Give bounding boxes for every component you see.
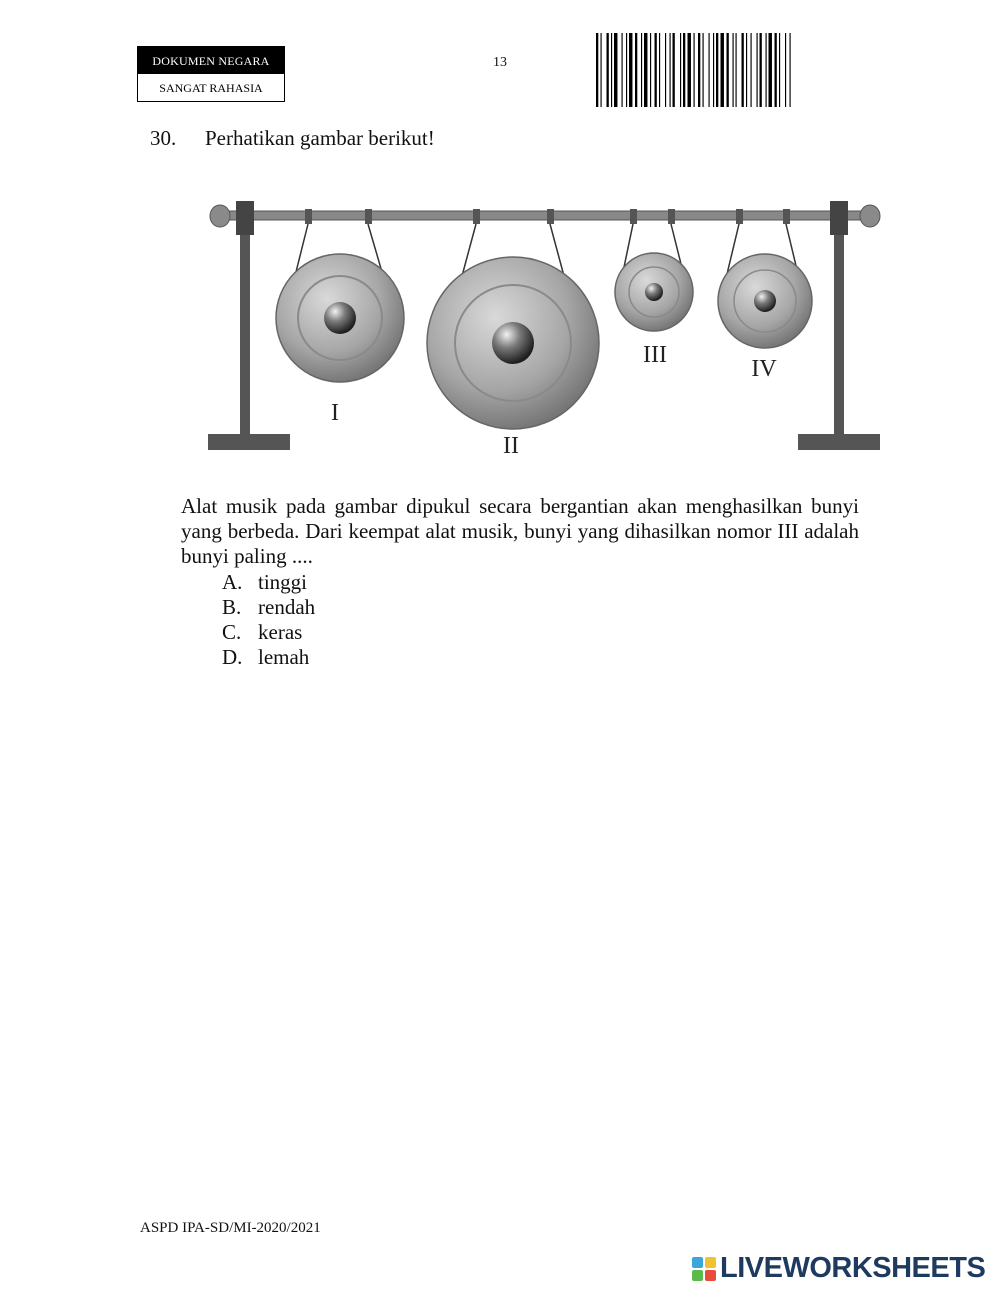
barcode-bar bbox=[629, 33, 632, 107]
classification-top: DOKUMEN NEGARA bbox=[138, 47, 284, 74]
option-b[interactable] bbox=[222, 595, 315, 620]
classification-stamp bbox=[137, 46, 285, 102]
barcode-bar bbox=[694, 33, 695, 107]
option-d[interactable] bbox=[222, 645, 315, 670]
barcode-bar bbox=[622, 33, 623, 107]
option-text: keras bbox=[258, 620, 303, 644]
barcode-bar bbox=[746, 33, 747, 107]
gong-1 bbox=[276, 254, 404, 382]
barcode bbox=[596, 33, 860, 107]
logo-tile bbox=[692, 1257, 703, 1268]
barcode-bar bbox=[757, 33, 758, 107]
logo-grid-icon bbox=[692, 1257, 716, 1281]
gong-4 bbox=[718, 254, 812, 348]
gong-label-4: IV bbox=[751, 356, 777, 382]
question-prompt: Perhatikan gambar berikut! bbox=[205, 126, 435, 150]
barcode-bar bbox=[611, 33, 612, 107]
document-code: ASPD IPA-SD/MI-2020/2021 bbox=[140, 1220, 321, 1236]
option-text: lemah bbox=[258, 645, 310, 669]
barcode-bar bbox=[790, 33, 791, 107]
barcode-bar bbox=[665, 33, 666, 107]
option-letter: C. bbox=[222, 620, 242, 644]
question-text: Alat musik pada gambar dipukul secara bergantian akan menghasilkan bunyi yang berbeda. Dari keempat alat musik, bunyi yang dihasilkan nomor III adalah bunyi paling .... bbox=[181, 494, 859, 568]
stand-left-post bbox=[240, 235, 250, 435]
barcode-bar bbox=[703, 33, 704, 107]
barcode-bar bbox=[760, 33, 762, 107]
barcode-bar bbox=[766, 33, 767, 107]
barcode-bar bbox=[683, 33, 685, 107]
barcode-bar bbox=[655, 33, 657, 107]
gong-3 bbox=[615, 253, 693, 331]
option-letter: B. bbox=[222, 595, 242, 619]
stand-right-post bbox=[834, 235, 844, 435]
option-letter: D. bbox=[222, 645, 243, 669]
barcode-bar bbox=[680, 33, 681, 107]
gong-label-3: III bbox=[643, 342, 667, 368]
barcode-bar bbox=[673, 33, 675, 107]
stand-right-cap bbox=[830, 201, 848, 235]
support-bar bbox=[218, 211, 874, 220]
barcode-bar bbox=[709, 33, 710, 107]
option-letter: A. bbox=[222, 570, 243, 594]
barcode-bar bbox=[713, 33, 714, 107]
barcode-bar bbox=[601, 33, 602, 107]
barcode-bar bbox=[775, 33, 777, 107]
logo-text: LIVEWORKSHEETS bbox=[720, 1252, 986, 1284]
barcode-bar bbox=[607, 33, 609, 107]
barcode-bar bbox=[742, 33, 744, 107]
bar-end-left bbox=[210, 205, 230, 227]
barcode-bar bbox=[641, 33, 642, 107]
logo-tile bbox=[705, 1270, 716, 1281]
stand-left-base bbox=[208, 434, 290, 450]
barcode-bar bbox=[596, 33, 598, 107]
classification-bottom: SANGAT RAHASIA bbox=[138, 74, 284, 101]
stand-right-base bbox=[798, 434, 880, 450]
option-text: tinggi bbox=[258, 570, 308, 594]
barcode-bar bbox=[785, 33, 786, 107]
question-number: 30. bbox=[150, 126, 177, 150]
barcode-bar bbox=[721, 33, 724, 107]
barcode-bar bbox=[626, 33, 627, 107]
gong-label-2: II bbox=[503, 433, 519, 459]
stand-left-cap bbox=[236, 201, 254, 235]
barcode-bar bbox=[659, 33, 660, 107]
barcode-bar bbox=[769, 33, 772, 107]
barcode-bar bbox=[688, 33, 691, 107]
barcode-bar bbox=[733, 33, 734, 107]
barcode-bar bbox=[779, 33, 780, 107]
liveworksheets-logo[interactable] bbox=[692, 1252, 985, 1285]
barcode-bar bbox=[698, 33, 700, 107]
answer-options bbox=[222, 570, 315, 670]
option-c[interactable] bbox=[222, 620, 315, 645]
barcode-bar bbox=[635, 33, 637, 107]
option-text: rendah bbox=[258, 595, 316, 619]
logo-tile bbox=[705, 1257, 716, 1268]
barcode-bar bbox=[736, 33, 737, 107]
gong-label-1: I bbox=[331, 400, 339, 426]
barcode-bar bbox=[614, 33, 617, 107]
barcode-bar bbox=[650, 33, 651, 107]
barcode-bar bbox=[751, 33, 752, 107]
barcode-bar bbox=[644, 33, 647, 107]
page-number: 13 bbox=[493, 55, 507, 70]
gong-figure bbox=[200, 190, 890, 465]
option-a[interactable] bbox=[222, 570, 315, 595]
barcode-bar bbox=[670, 33, 671, 107]
barcode-bar bbox=[727, 33, 729, 107]
barcode-bar bbox=[716, 33, 718, 107]
gong-2 bbox=[427, 257, 599, 429]
bar-end-right bbox=[860, 205, 880, 227]
logo-tile bbox=[692, 1270, 703, 1281]
